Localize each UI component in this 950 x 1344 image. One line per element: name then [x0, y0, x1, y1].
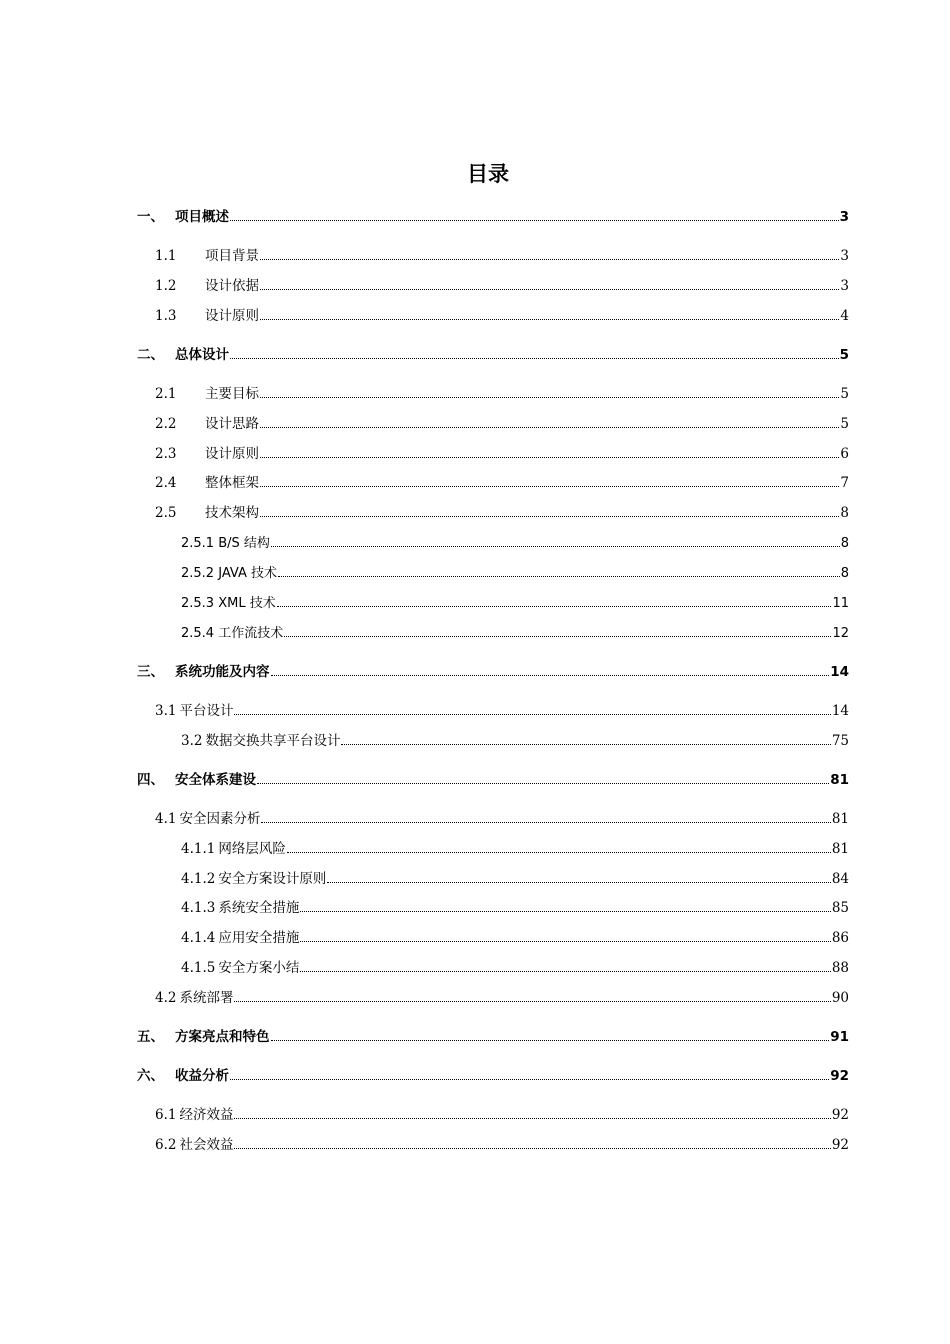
- toc-entry-number: 2.2: [155, 415, 177, 432]
- toc-entry-text: 社会效益: [179, 1136, 234, 1153]
- toc-entry-text: 安全体系建设: [175, 771, 256, 788]
- toc-leader: [327, 882, 830, 883]
- toc-entry-page: 6: [840, 445, 849, 462]
- toc-entry[interactable]: [155, 411, 849, 431]
- toc-entry[interactable]: [181, 620, 849, 640]
- toc-entry-number: 3.2: [181, 732, 203, 749]
- toc-entry-text: 网络层风险: [218, 840, 286, 857]
- toc-title: 目录: [467, 162, 509, 186]
- toc-entry[interactable]: [155, 1132, 849, 1152]
- toc-leader: [300, 911, 830, 912]
- toc-entry[interactable]: [155, 441, 849, 461]
- toc-entry-page: 5: [840, 415, 849, 432]
- toc-entry-text: 设计原则: [205, 307, 259, 324]
- toc-entry-page: 85: [831, 899, 849, 916]
- toc-entry-text: 系统安全措施: [218, 899, 300, 916]
- toc-entry-text: 设计依据: [205, 277, 259, 294]
- toc-leader: [234, 1118, 830, 1119]
- toc-entry-number: 4.1.2: [181, 870, 216, 887]
- toc-entry[interactable]: [137, 204, 849, 224]
- toc-entry[interactable]: [155, 273, 849, 293]
- toc-entry-page: 81: [831, 810, 849, 827]
- toc-entry-number: 1.1: [155, 247, 177, 264]
- toc-entry-text: 系统功能及内容: [175, 663, 270, 680]
- toc-entry-text: 2.5.1 B/S 结构: [181, 536, 270, 551]
- toc-entry-text: 收益分析: [175, 1067, 229, 1084]
- toc-entry[interactable]: [181, 925, 849, 945]
- toc-entry-text: 安全因素分析: [179, 810, 261, 827]
- toc-entry-number: 2.3: [155, 445, 177, 462]
- toc-entry-number: 2.5: [155, 504, 177, 521]
- toc-entry-text: 经济效益: [179, 1106, 234, 1123]
- toc-entry[interactable]: [155, 1102, 849, 1122]
- toc-leader: [341, 744, 830, 745]
- toc-entry-text: 项目背景: [205, 247, 259, 264]
- toc-entry[interactable]: [155, 985, 849, 1005]
- toc-leader: [284, 636, 831, 637]
- toc-entry-text: 设计原则: [205, 445, 259, 462]
- toc-entry-page: 81: [830, 771, 849, 788]
- toc-entry-number: 2.1: [155, 385, 177, 402]
- toc-entry-text: 方案亮点和特色: [175, 1028, 270, 1045]
- toc-leader: [257, 783, 829, 784]
- toc-entry-page: 11: [832, 596, 849, 611]
- toc-entry-text: 数据交换共享平台设计: [205, 732, 341, 749]
- toc-entry[interactable]: [181, 836, 849, 856]
- toc-entry-number: 3.1: [155, 702, 177, 719]
- toc-entry-page: 14: [831, 702, 849, 719]
- toc-entry-page: 8: [840, 566, 849, 581]
- toc-entry-page: 3: [840, 277, 849, 294]
- toc-entry-page: 5: [840, 385, 849, 402]
- toc-leader: [234, 1001, 830, 1002]
- toc-entry-page: 92: [830, 1067, 849, 1084]
- toc-leader: [271, 546, 840, 547]
- toc-entry-number: 4.1: [155, 810, 177, 827]
- toc-entry[interactable]: [181, 895, 849, 915]
- toc-entry-number: 二、: [137, 346, 164, 363]
- toc-entry[interactable]: [155, 243, 849, 263]
- toc-entry-page: 3: [840, 247, 849, 264]
- toc-entry-text: 2.5.2 JAVA 技术: [181, 566, 277, 581]
- toc-entry[interactable]: [155, 698, 849, 718]
- toc-leader: [300, 941, 830, 942]
- toc-entry-page: 92: [831, 1106, 849, 1123]
- toc-entry-number: 6.2: [155, 1136, 177, 1153]
- toc-entry-page: 8: [840, 504, 849, 521]
- toc-entry[interactable]: [137, 1063, 849, 1083]
- toc-leader: [260, 516, 839, 517]
- toc-leader: [260, 486, 839, 487]
- toc-entry[interactable]: [181, 590, 849, 610]
- toc-entry-number: 一、: [137, 208, 164, 225]
- toc-entry-page: 88: [831, 959, 849, 976]
- toc-entry-number: 六、: [137, 1067, 164, 1084]
- toc-entry-page: 84: [831, 870, 849, 887]
- toc-entry-number: 4.1.5: [181, 959, 216, 976]
- toc-leader: [277, 606, 832, 607]
- toc-leader: [234, 714, 830, 715]
- toc-entry[interactable]: [137, 767, 849, 787]
- toc-leader: [234, 1148, 830, 1149]
- toc-leader: [260, 397, 839, 398]
- toc-entry[interactable]: [137, 342, 849, 362]
- toc-entry-text: 2.5.4 工作流技术: [181, 626, 284, 641]
- toc-leader: [287, 852, 831, 853]
- toc-entry[interactable]: [181, 560, 849, 580]
- toc-leader: [300, 971, 830, 972]
- toc-leader: [230, 220, 839, 221]
- toc-leader: [261, 822, 830, 823]
- toc-leader: [230, 1079, 829, 1080]
- toc-entry-text: 系统部署: [179, 989, 234, 1006]
- toc-entry[interactable]: [181, 955, 849, 975]
- toc-entry-number: 4.2: [155, 989, 177, 1006]
- toc-entry-page: 81: [831, 840, 849, 857]
- toc-entry-page: 92: [831, 1136, 849, 1153]
- toc-entry-number: 4.1.1: [181, 840, 216, 857]
- toc-entry-number: 四、: [137, 771, 164, 788]
- toc-entry[interactable]: [155, 470, 849, 490]
- toc-entry-text: 安全方案设计原则: [218, 870, 327, 887]
- toc-entry-number: 五、: [137, 1028, 164, 1045]
- toc-entry[interactable]: [155, 381, 849, 401]
- toc-entry-page: 12: [832, 626, 849, 641]
- toc-entry-page: 91: [830, 1028, 849, 1045]
- toc-leader: [260, 457, 839, 458]
- toc-entry-page: 14: [830, 663, 849, 680]
- toc-entry-number: 4.1.3: [181, 899, 216, 916]
- toc-entry[interactable]: [155, 806, 849, 826]
- toc-entry-page: 90: [831, 989, 849, 1006]
- toc-entry-page: 8: [840, 536, 849, 551]
- toc-entry[interactable]: [181, 866, 849, 886]
- toc-entry[interactable]: [181, 728, 849, 748]
- toc-entry-page: 7: [840, 474, 849, 491]
- toc-entry-page: 86: [831, 929, 849, 946]
- toc-entry[interactable]: [137, 659, 849, 679]
- toc-entry-number: 2.4: [155, 474, 177, 491]
- toc-leader: [271, 675, 830, 676]
- toc-entry-text: 技术架构: [205, 504, 259, 521]
- toc-leader: [260, 289, 839, 290]
- toc-entry-text: 应用安全措施: [218, 929, 300, 946]
- toc-entry-number: 1.2: [155, 277, 177, 294]
- toc-entry[interactable]: [137, 1024, 849, 1044]
- toc-leader: [278, 576, 840, 577]
- toc-entry-text: 总体设计: [175, 346, 229, 363]
- toc-entry-text: 项目概述: [175, 208, 229, 225]
- toc-entry[interactable]: [155, 303, 849, 323]
- toc-entry[interactable]: [181, 530, 849, 550]
- toc-entry-number: 4.1.4: [181, 929, 216, 946]
- toc-leader: [271, 1040, 830, 1041]
- toc-entry-number: 三、: [137, 663, 164, 680]
- toc-entry-text: 整体框架: [205, 474, 259, 491]
- toc-leader: [230, 358, 839, 359]
- toc-entry-text: 设计思路: [205, 415, 259, 432]
- toc-entry-number: 6.1: [155, 1106, 177, 1123]
- toc-entry-text: 2.5.3 XML 技术: [181, 596, 276, 611]
- toc-entry-page: 75: [831, 732, 849, 749]
- toc-entry-page: 4: [840, 307, 849, 324]
- toc-entry-text: 主要目标: [205, 385, 259, 402]
- toc-entry-text: 平台设计: [179, 702, 234, 719]
- toc-entry-page: 5: [839, 346, 849, 363]
- toc-entry[interactable]: [155, 500, 849, 520]
- toc-leader: [260, 427, 839, 428]
- toc-leader: [260, 319, 839, 320]
- toc-entry-page: 3: [839, 208, 849, 225]
- toc-leader: [260, 259, 839, 260]
- toc-entry-text: 安全方案小结: [218, 959, 300, 976]
- toc-entry-number: 1.3: [155, 307, 177, 324]
